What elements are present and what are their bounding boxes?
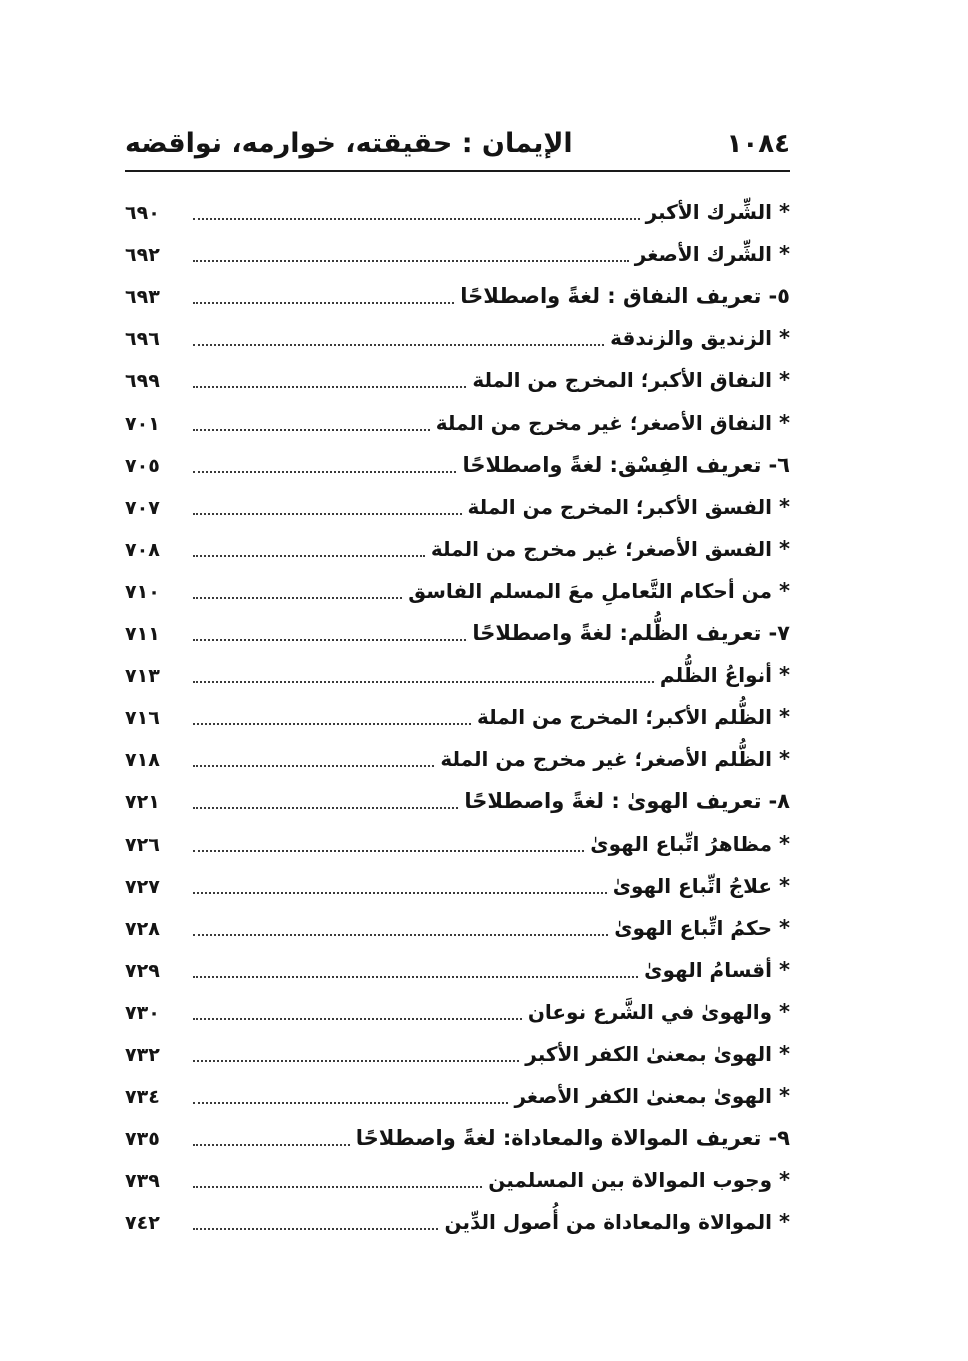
toc-entry-page: ٧٢٨: [125, 917, 160, 940]
dot-leader: [193, 429, 430, 431]
toc-entry-page: ٧١٨: [125, 749, 160, 772]
toc-entry-title: تعريف الموالاة والمعاداة: لغةً واصطلاحًا: [355, 1126, 762, 1151]
toc-entry-title: الظُّلم الأكبر؛ المخرج من الملة: [476, 705, 773, 730]
bullet-star-icon: *: [779, 1041, 790, 1066]
toc-entry: [125, 1071, 790, 1113]
dot-leader: [193, 555, 425, 557]
dot-leader: [193, 976, 638, 978]
toc-entry-title: الهوىٰ بمعنىٰ الكفر الأصغر: [514, 1084, 773, 1109]
toc-entry: [125, 903, 790, 945]
bullet-star-icon: *: [779, 326, 790, 351]
toc-entry-title: تعريف الفِسْق: لغةً واصطلاحًا: [462, 452, 762, 477]
toc-entry-page: ٧٣٩: [125, 1170, 160, 1193]
toc-entry: [125, 440, 790, 482]
dot-leader: [193, 850, 584, 852]
dot-leader: [193, 1228, 438, 1230]
toc-entry-page: ٧١١: [125, 623, 160, 646]
toc-entry-title: وجوب الموالاة بين المسلمين: [488, 1168, 773, 1193]
bullet-star-icon: *: [779, 1084, 790, 1109]
toc-entry-title: من أحكام التَّعاملِ معَ المسلم الفاسق: [408, 578, 773, 603]
bullet-star-icon: *: [779, 957, 790, 982]
toc-entry-page: ٧٠٧: [125, 496, 160, 519]
toc-entry: [125, 650, 790, 692]
book-title: الإيمان : حقيقته، خوارمه، نواقضه: [125, 128, 573, 159]
toc-entry-title: والهوىٰ في الشَّرع نوعان: [527, 999, 773, 1024]
toc-entry-title: أقسامُ الهوىٰ: [644, 957, 773, 982]
toc-entry-page: ٧٠٨: [125, 538, 160, 561]
toc-entry-page: ٧٢١: [125, 791, 160, 814]
toc-entry: [125, 524, 790, 566]
bullet-star-icon: *: [779, 1210, 790, 1235]
bullet-star-icon: *: [779, 705, 790, 730]
page-number: ١٠٨٤: [726, 129, 790, 159]
dot-leader: [193, 723, 471, 725]
toc-entry: [125, 818, 790, 860]
toc-entry-title: الشِّرك الأكبر: [645, 200, 773, 225]
toc-entry-page: ٧٠١: [125, 412, 160, 435]
dot-leader: [193, 1144, 350, 1146]
bullet-star-icon: *: [779, 242, 790, 267]
table-of-contents: [125, 187, 790, 1239]
bullet-star-icon: *: [779, 494, 790, 519]
toc-entry-page: ٧٣٢: [125, 1043, 160, 1066]
bullet-star-icon: *: [779, 831, 790, 856]
toc-entry-title: الظُّلم الأصغر؛ غير مخرج من الملة: [440, 747, 773, 772]
toc-entry-page: ٧٣٥: [125, 1128, 160, 1151]
toc-entry-page: ٧١٣: [125, 665, 160, 688]
toc-entry-title: الفسق الأصغر؛ غير مخرج من الملة: [430, 536, 773, 561]
dot-leader: [193, 1060, 519, 1062]
dot-leader: [193, 260, 629, 262]
toc-entry: [125, 397, 790, 439]
toc-entry-title: الزنديق والزندقة: [610, 326, 773, 351]
toc-entry: [125, 187, 790, 229]
dot-leader: [193, 639, 466, 641]
toc-entry-page: ٧٣٠: [125, 1001, 160, 1024]
toc-entry-page: ٦٩٩: [125, 370, 160, 393]
section-number: ٥-: [768, 284, 790, 309]
toc-entry-page: ٦٩٣: [125, 286, 160, 309]
toc-entry-title: تعريف الظُّلم: لغةً واصطلاحًا: [472, 621, 762, 646]
toc-entry-page: ٧٢٦: [125, 833, 160, 856]
bullet-star-icon: *: [779, 578, 790, 603]
toc-entry-page: ٧١٦: [125, 707, 160, 730]
bullet-star-icon: *: [779, 747, 790, 772]
bullet-star-icon: *: [779, 368, 790, 393]
section-number: ٩-: [768, 1126, 790, 1151]
dot-leader: [193, 807, 458, 809]
toc-entry-page: ٧١٠: [125, 580, 160, 603]
dot-leader: [193, 513, 462, 515]
section-number: ٧-: [768, 621, 790, 646]
toc-entry: [125, 1113, 790, 1155]
toc-entry-page: ٧٢٧: [125, 875, 160, 898]
dot-leader: [193, 344, 604, 346]
toc-entry: [125, 861, 790, 903]
dot-leader: [193, 1018, 522, 1020]
bullet-star-icon: *: [779, 536, 790, 561]
toc-entry: [125, 692, 790, 734]
toc-entry-page: ٦٩٢: [125, 244, 160, 267]
toc-entry-title: أنواعُ الظُّلم: [659, 663, 773, 688]
toc-entry-title: تعريف الهوىٰ : لغةً واصطلاحًا: [464, 789, 762, 814]
toc-entry: [125, 271, 790, 313]
toc-entry-page: ٧٤٢: [125, 1212, 160, 1235]
dot-leader: [193, 892, 607, 894]
header-rule: [125, 170, 790, 172]
dot-leader: [193, 597, 402, 599]
toc-entry-page: ٦٩٠: [125, 202, 160, 225]
dot-leader: [193, 302, 454, 304]
bullet-star-icon: *: [779, 200, 790, 225]
toc-entry: [125, 482, 790, 524]
toc-entry: [125, 229, 790, 271]
toc-entry-title: تعريف النفاق : لغةً واصطلاحًا: [460, 284, 762, 309]
toc-entry: [125, 313, 790, 355]
dot-leader: [193, 681, 654, 683]
toc-entry-page: ٦٩٦: [125, 328, 160, 351]
dot-leader: [193, 386, 466, 388]
bullet-star-icon: *: [779, 873, 790, 898]
bullet-star-icon: *: [779, 410, 790, 435]
toc-entry: [125, 945, 790, 987]
dot-leader: [193, 218, 640, 220]
dot-leader: [193, 765, 434, 767]
toc-entry: [125, 734, 790, 776]
toc-entry: [125, 1155, 790, 1197]
toc-entry: [125, 776, 790, 818]
toc-entry-title: الموالاة والمعاداة من أُصول الدِّين: [444, 1210, 773, 1235]
toc-entry: [125, 355, 790, 397]
section-number: ٨-: [768, 789, 790, 814]
toc-entry-title: الفسق الأكبر؛ المخرج من الملة: [467, 494, 773, 519]
toc-entry: [125, 987, 790, 1029]
toc-entry-title: النفاق الأصغر؛ غير مخرج من الملة: [435, 410, 773, 435]
section-number: ٦-: [768, 452, 790, 477]
toc-entry-title: علاجُ اتِّباع الهوىٰ: [612, 873, 773, 898]
toc-entry-title: الشِّرك الأصغر: [634, 242, 773, 267]
dot-leader: [193, 1102, 508, 1104]
toc-entry-title: النفاق الأكبر؛ المخرج من الملة: [472, 368, 773, 393]
page-header: [125, 118, 790, 168]
bullet-star-icon: *: [779, 915, 790, 940]
toc-entry-title: حكمُ اتِّباع الهوىٰ: [614, 915, 773, 940]
toc-entry-page: ٧٢٩: [125, 959, 160, 982]
toc-entry: [125, 566, 790, 608]
toc-entry: [125, 1197, 790, 1239]
toc-entry: [125, 608, 790, 650]
dot-leader: [193, 471, 456, 473]
toc-entry: [125, 1029, 790, 1071]
bullet-star-icon: *: [779, 1168, 790, 1193]
toc-entry-page: ٧٠٥: [125, 454, 160, 477]
dot-leader: [193, 1186, 482, 1188]
toc-entry-title: مظاهرُ اتِّباع الهوىٰ: [590, 831, 773, 856]
toc-entry-title: الهوىٰ بمعنىٰ الكفر الأكبر: [525, 1041, 773, 1066]
bullet-star-icon: *: [779, 663, 790, 688]
bullet-star-icon: *: [779, 999, 790, 1024]
dot-leader: [193, 934, 608, 936]
toc-entry-page: ٧٣٤: [125, 1086, 160, 1109]
